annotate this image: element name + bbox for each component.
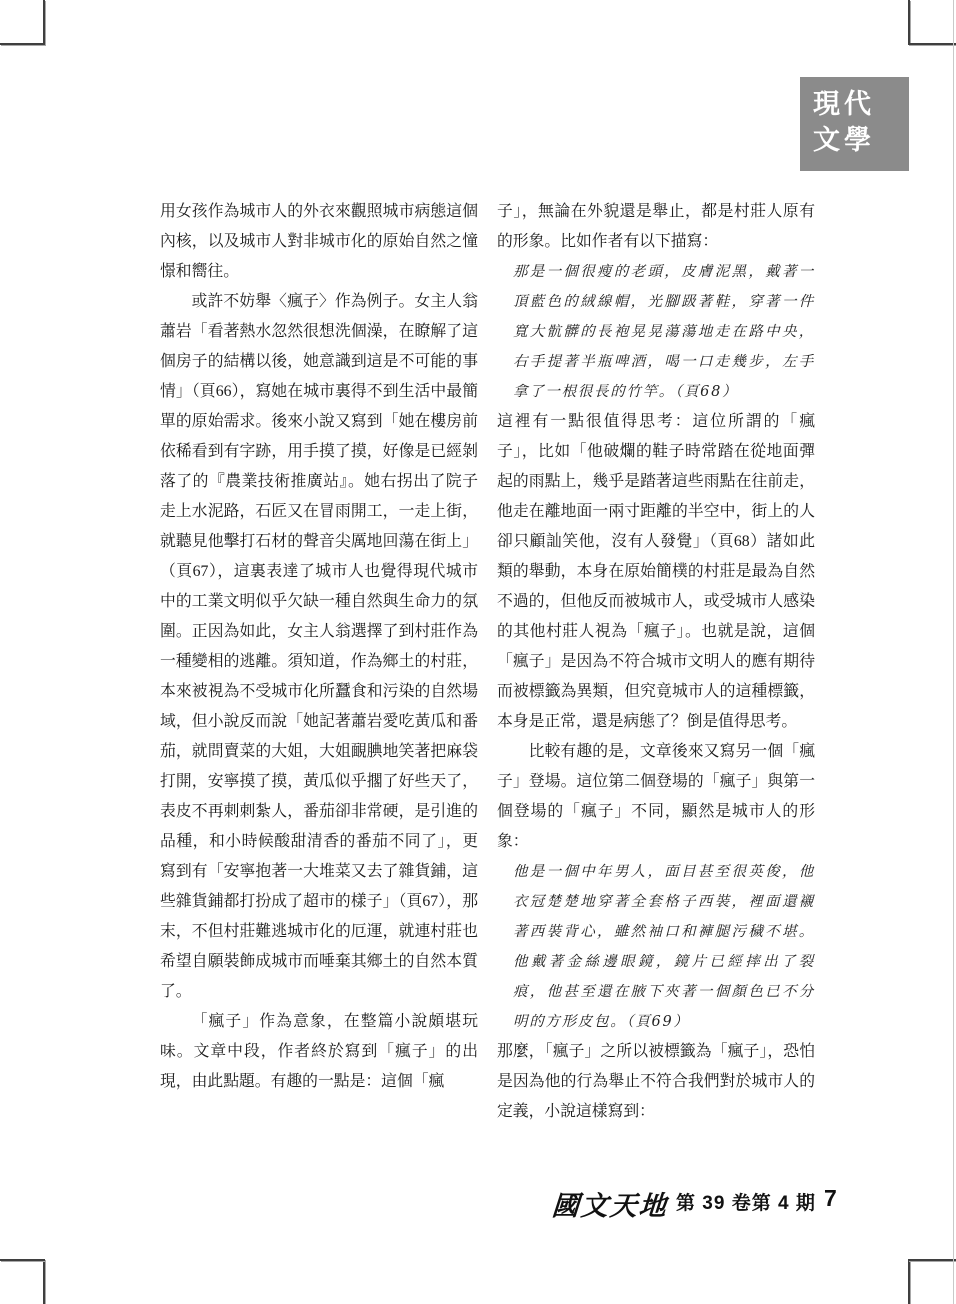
block-quote: 那是一個很瘦的老頭，皮膚泥黑，戴著一頂藍色的絨線帽，光腳趿著鞋，穿著一件寬大骯髒的長袍晃晃蕩蕩地走在路中央，右手提著半瓶啤酒，喝一口走幾步，左手拿了一根很長的竹竿。（頁68） [513, 264, 815, 400]
section-tab-line-2: 文學 [813, 125, 875, 155]
issue-label: 第 39 卷第 4 期 [676, 1193, 816, 1214]
page-footer [0, 1180, 956, 1220]
text-column-right [497, 197, 815, 1127]
crop-mark-bottom-left-horizontal [0, 1259, 45, 1261]
crop-mark-top-right-vertical [908, 0, 910, 45]
paragraph: 比較有趣的是，文章後來又寫另一個「瘋子」登場。這位第二個登場的「瘋子」與第一個登場的「瘋子」不同，顯然是城市人的形象： [497, 743, 815, 850]
crop-mark-bottom-left-vertical [43, 1259, 45, 1304]
block-quote: 他是一個中年男人，面目甚至很英俊，他衣冠楚楚地穿著全套格子西裝，裡面還襯著西裝背心，雖然袖口和褲腿污穢不堪。他戴著金絲邊眼鏡，鏡片已經摔出了裂痕，他甚至還在腋下夾著一個顏色已不分明的方形皮包。（頁69） [513, 864, 815, 1030]
journal-logo: 國文天地 [550, 1191, 669, 1221]
crop-mark-top-right-horizontal [908, 43, 956, 45]
text-column-left [160, 197, 478, 1097]
crop-mark-bottom-right-vertical [908, 1259, 910, 1304]
paragraph: 用女孩作為城市人的外衣來觀照城市病態這個內核，以及城市人對非城市化的原始自然之憧憬和嚮往。 [160, 203, 478, 280]
paragraph: 這裡有一點很值得思考：這位所謂的「瘋子」，比如「他破爛的鞋子時常踏在從地面彈起的雨點上，幾乎是踏著這些雨點在往前走，他走在離地面一兩寸距離的半空中，街上的人卻只顧訕笑他，沒有人發覺」（頁68）諸如此類的舉動，本身在原始簡樸的村莊是最為自然不過的，但他反而被城市人，或受城市人感染的其他村莊人視為「瘋子」。也就是說，這個「瘋子」是因為不符合城市文明人的應有期待而被標籤為異類，但究竟城市人的這種標籤，本身是正常，還是病態了？倒是值得思考。 [497, 413, 815, 730]
paragraph: 「瘋子」作為意象，在整篇小說頗堪玩味。文章中段，作者終於寫到「瘋子」的出現，由此點題。有趣的一點是：這個「瘋 [160, 1013, 478, 1090]
page-number: 7 [824, 1185, 837, 1211]
section-tab-line-1: 現代 [813, 89, 875, 119]
page-edge-scan-line [953, 0, 954, 1304]
paragraph: 或許不妨舉〈瘋子〉作為例子。女主人翁蕭岩「看著熱水忽然很想洗個澡，在瞭解了這個房子的結構以後，她意識到這是不可能的事情」（頁66），寫她在城市裏得不到生活中最簡單的原始需求。後來小說又寫到「她在樓房前依稀看到有字跡，用手摸了摸，好像是已經剝落了的『農業技術推廣站』。她右拐出了院子走上水泥路，石匠又在冒雨開工，一走上街，就聽見他擊打石材的聲音尖厲地回蕩在街上」（頁67），這裏表達了城市人也覺得現代城市中的工業文明似乎欠缺一種自然與生命力的氛圍。正因為如此，女主人翁選擇了到村莊作為一種變相的逃離。須知道，作為鄉土的村莊，本來被視為不受城市化所蠶食和污染的自然場域，但小說反而說「她記著蕭岩愛吃黃瓜和番茄，就問賣菜的大姐，大姐靦腆地笑著把麻袋打開，安寧摸了摸，黃瓜似乎擱了好些天了，表皮不再刺刺紮人，番茄卻非常硬，是引進的品種，和小時候酸甜清香的番茄不同了」，更寫到有「安寧抱著一大堆菜又去了雜貨鋪，這些雜貨鋪都打扮成了超市的樣子」（頁67），那末，不但村莊難逃城市化的厄運，就連村莊也希望自願裝飾成城市而唾棄其鄉土的自然本質了。 [160, 293, 478, 1000]
crop-mark-bottom-right-horizontal [908, 1259, 956, 1261]
section-tab-modern-literature [800, 77, 909, 171]
crop-mark-top-left-horizontal [0, 43, 45, 45]
crop-mark-top-left-vertical [43, 0, 45, 45]
paragraph: 那麼，「瘋子」之所以被標籤為「瘋子」，恐怕是因為他的行為舉止不符合我們對於城市人的定義，小說這樣寫到： [497, 1043, 815, 1120]
paragraph: 子」，無論在外貌還是舉止，都是村莊人原有的形象。比如作者有以下描寫： [497, 203, 815, 250]
